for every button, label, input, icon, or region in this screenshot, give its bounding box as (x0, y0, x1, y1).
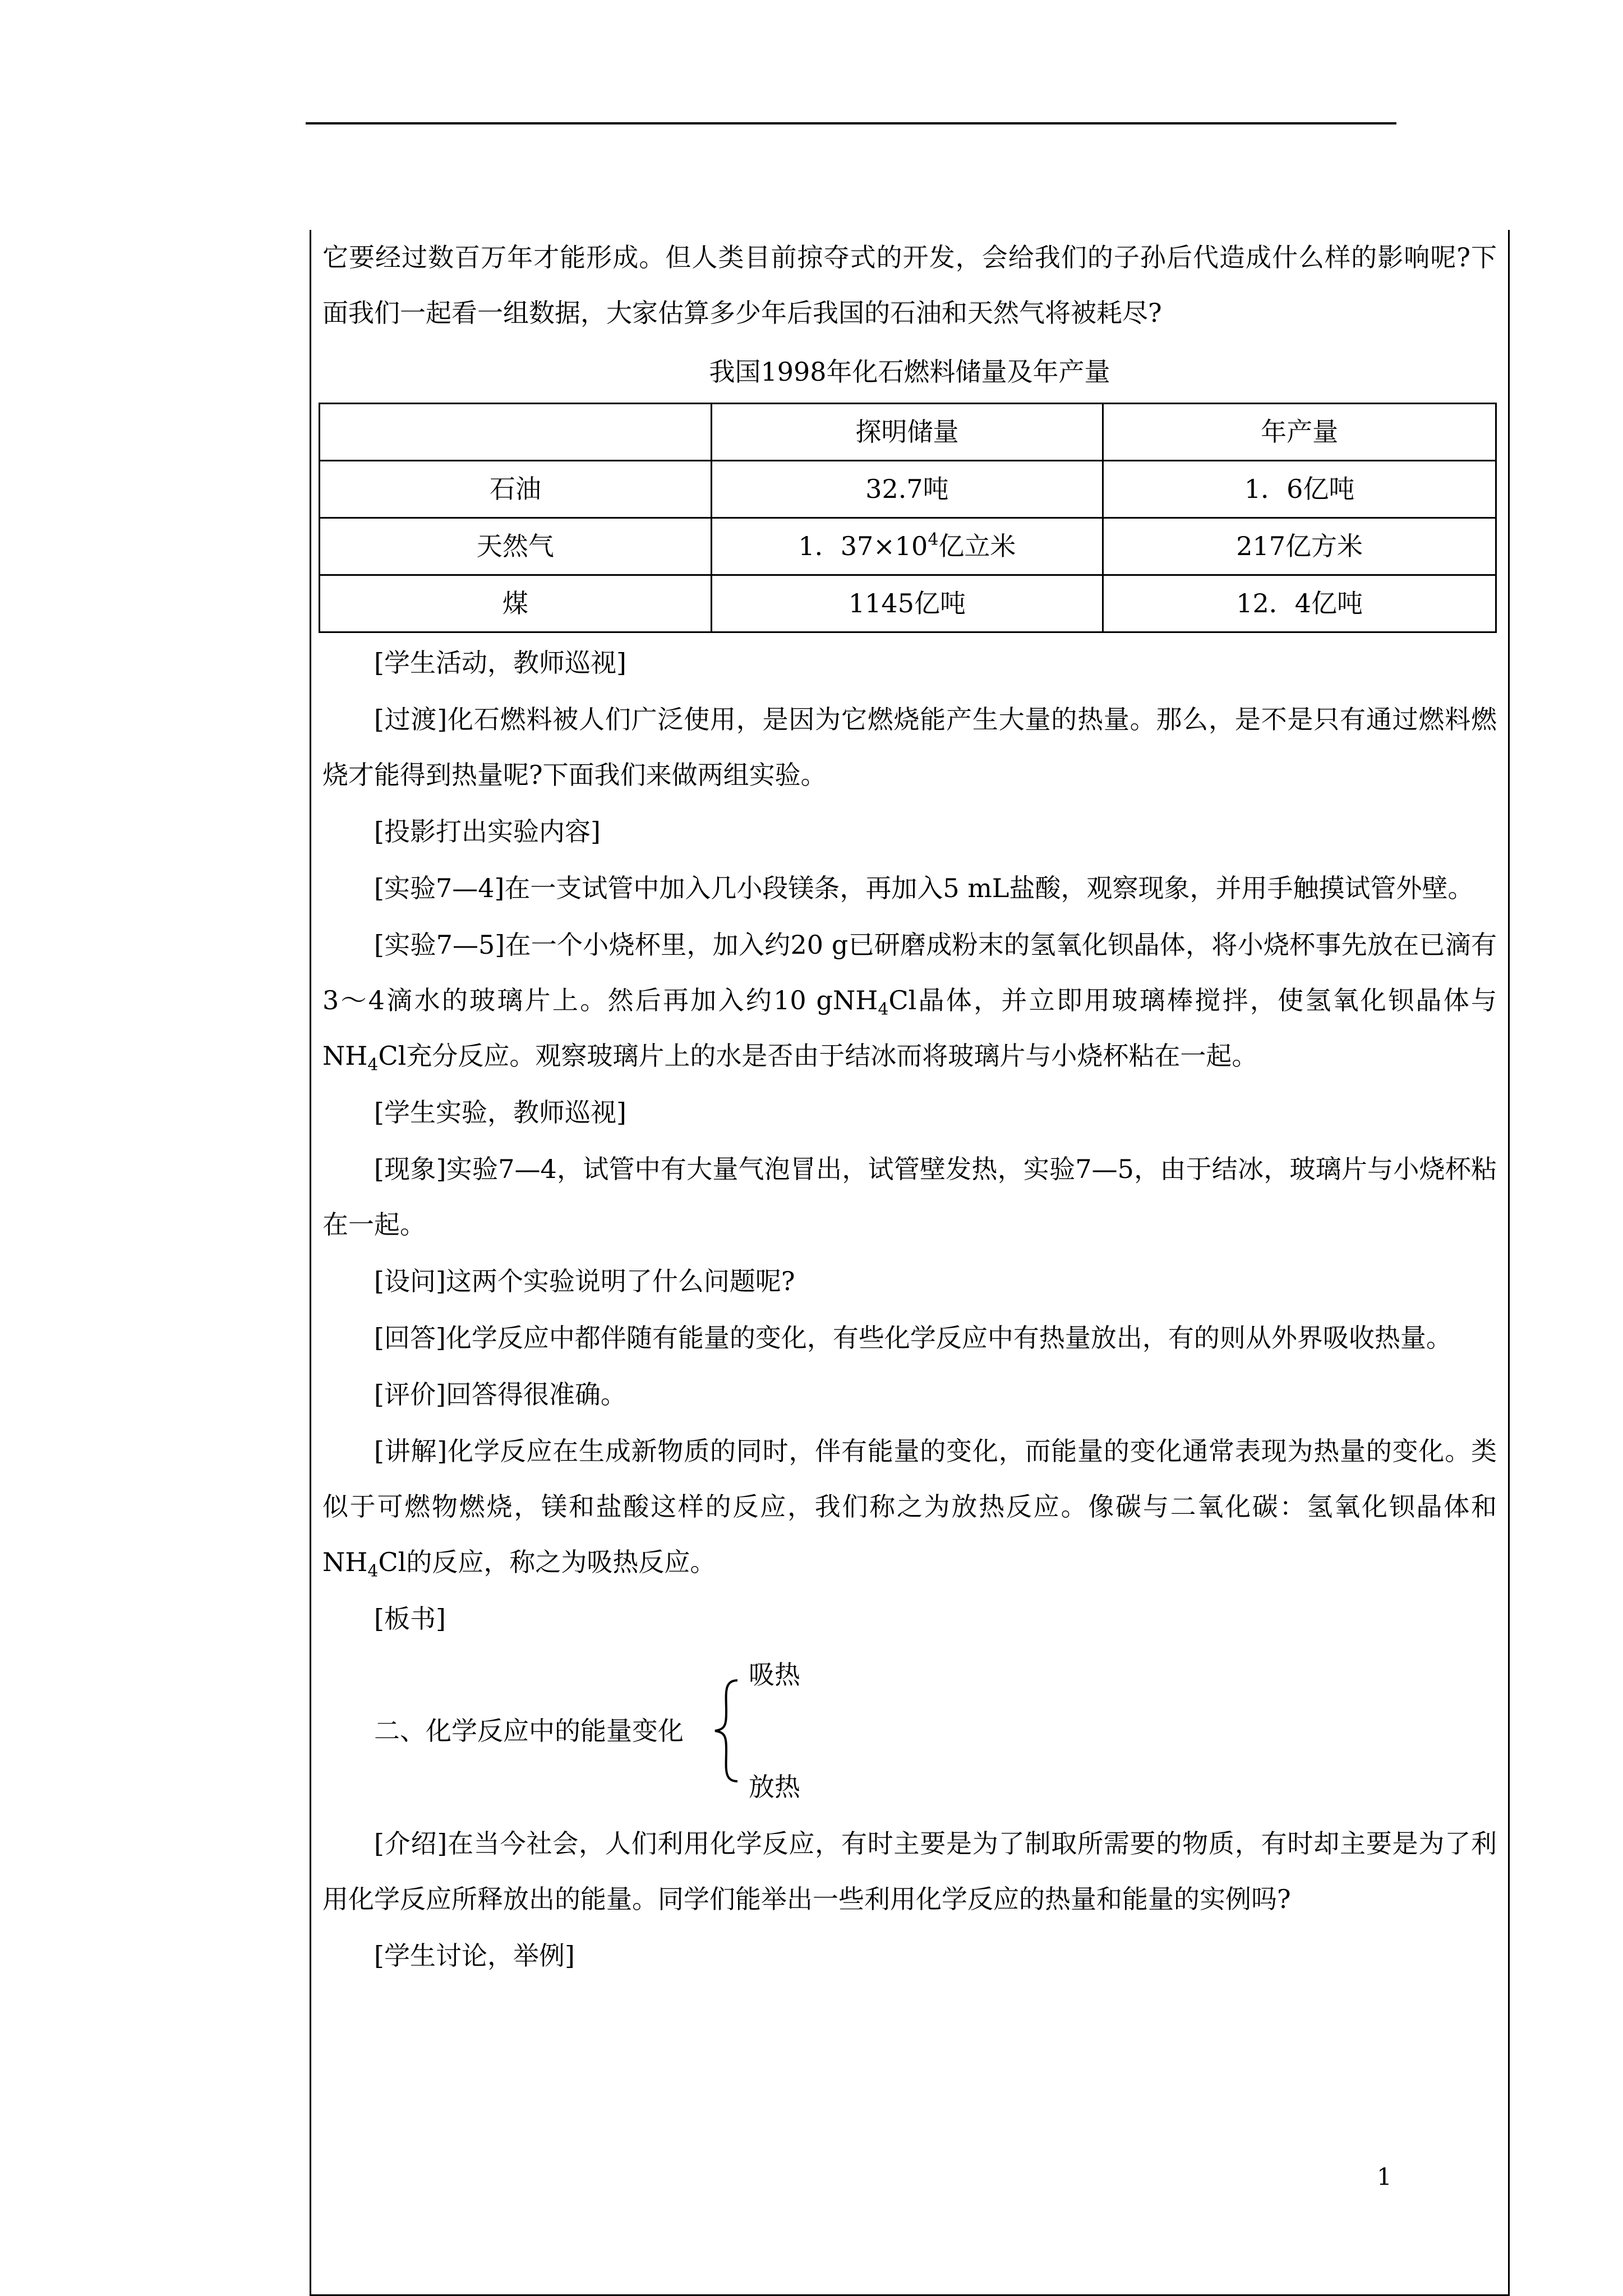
table-title: 我国1998年化石燃料储量及年产量 (709, 357, 1110, 387)
row-output: 12．4亿吨 (1103, 575, 1496, 632)
row-name: 煤 (320, 575, 712, 632)
paragraph: [过渡]化石燃料被人们广泛使用，是因为它燃烧能产生大量的热量。那么，是不是只有通过燃料燃烧才能得到热量呢?下面我们来做两组实验。 (322, 704, 1497, 790)
header-rule (306, 122, 1396, 124)
paragraph (322, 917, 1497, 1084)
row-name: 天然气 (320, 518, 712, 575)
curly-brace-icon (709, 1678, 743, 1784)
board-diagram (322, 1647, 1497, 1815)
table-header-row (320, 404, 1496, 461)
subscript: 4 (878, 1000, 889, 1019)
intro-paragraph: 它要经过数百万年才能形成。但人类目前掠夺式的开发，会给我们的子孙后代造成什么样的影响呢?下面我们一起看一组数据，大家估算多少年后我国的石油和天然气将被耗尽? (322, 242, 1497, 328)
row-output: 217亿方米 (1103, 518, 1496, 575)
board-main-label: 二、化学反应中的能量变化 (374, 1716, 684, 1746)
subscript: 4 (367, 1055, 379, 1075)
table-header-empty (320, 404, 712, 461)
row-reserve (711, 518, 1103, 575)
text-run: [讲解]化学反应在生成新物质的同时，伴有能量的变化，而能量的变化通常表现为热量的变化。类似于可燃物燃烧，镁和盐酸这样的反应，我们称之为放热反应。像碳与二氧化碳：氢氧化钡晶体和NH (322, 1436, 1497, 1577)
table-header-output: 年产量 (1103, 404, 1496, 461)
text-run: Cl充分反应。观察玻璃片上的水是否由于结冰而将玻璃片与小烧杯粘在一起。 (378, 1041, 1258, 1071)
paragraph: [实验7—4]在一支试管中加入几小段镁条，再加入5 mL盐酸，观察现象，并用手触摸试管外壁。 (374, 873, 1474, 903)
document-body (322, 230, 1497, 1984)
paragraph: [学生实验，教师巡视] (374, 1097, 626, 1128)
paragraph (322, 1424, 1497, 1590)
text-run: Cl的反应，称之为吸热反应。 (378, 1547, 716, 1577)
paragraph: [学生讨论，举例] (374, 1941, 575, 1971)
reserve-pre: 1．37×10 (798, 531, 928, 561)
paragraph: [现象]实验7—4，试管中有大量气泡冒出，试管壁发热，实验7—5，由于结冰，玻璃片与小烧杯粘在一起。 (322, 1154, 1497, 1240)
paragraph: [评价]回答得很准确。 (374, 1379, 626, 1410)
table-row (320, 461, 1496, 518)
subscript: 4 (367, 1562, 379, 1581)
fossil-fuel-table (319, 403, 1497, 633)
reserve-exponent: 4 (928, 530, 939, 549)
paragraph: [投影打出实验内容] (374, 816, 601, 847)
row-reserve: 1145亿吨 (711, 575, 1103, 632)
board-top-label: 吸热 (749, 1660, 800, 1690)
table-header-reserve: 探明储量 (711, 404, 1103, 461)
reserve-post: 亿立米 (938, 531, 1016, 561)
row-output: 1．6亿吨 (1103, 461, 1496, 518)
table-row (320, 518, 1496, 575)
paragraph: [学生活动，教师巡视] (374, 648, 626, 678)
paragraph: [回答]化学反应中都伴随有能量的变化，有些化学反应中有热量放出，有的则从外界吸收热量。 (374, 1323, 1452, 1353)
row-reserve: 32.7吨 (711, 461, 1103, 518)
text-run: Cl晶体，并立即用玻璃棒搅拌，使氢氧化钡晶体与NH (322, 985, 1497, 1071)
text-run: [实验7—5]在一个小烧杯里，加入约20 g已研磨成粉末的氢氧化钡晶体，将小烧杯事先放在已滴有3～4滴水的玻璃片上。然后再加入约10 gNH (322, 930, 1497, 1015)
paragraph: [设问]这两个实验说明了什么问题呢? (374, 1266, 795, 1296)
page-number: 1 (1377, 2163, 1392, 2191)
board-bottom-label: 放热 (749, 1772, 800, 1802)
table-row (320, 575, 1496, 632)
paragraph: [板书] (374, 1604, 446, 1634)
paragraph: [介绍]在当今社会，人们利用化学反应，有时主要是为了制取所需要的物质，有时却主要是为了利用化学反应所释放出的能量。同学们能举出一些利用化学反应的热量和能量的实例吗? (322, 1828, 1497, 1914)
row-name: 石油 (320, 461, 712, 518)
